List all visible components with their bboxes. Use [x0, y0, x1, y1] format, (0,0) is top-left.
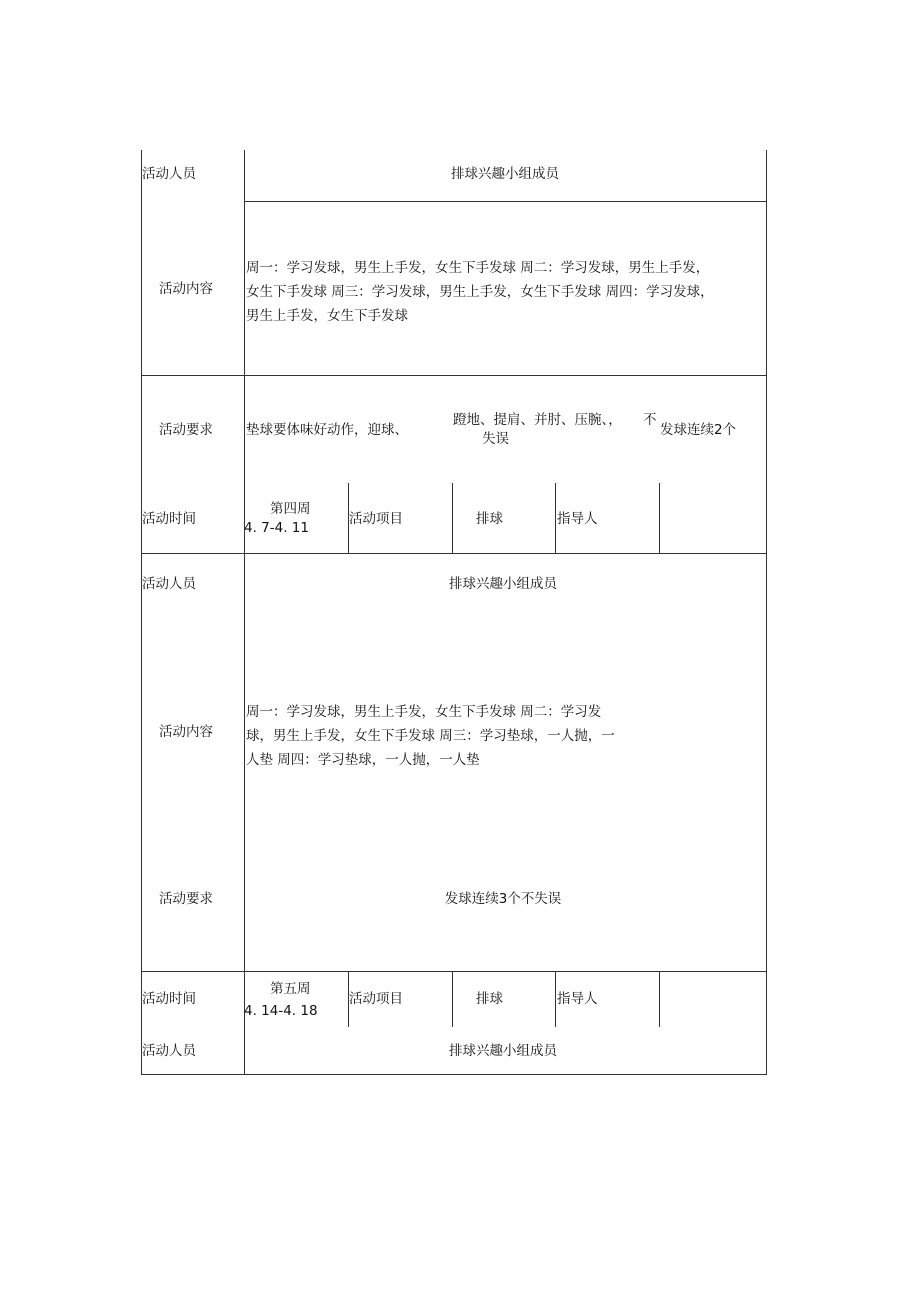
requirement-value: 发球连续3个不失误 — [444, 891, 562, 907]
content-label: 活动内容 — [159, 724, 213, 740]
project-label: 活动项目 — [349, 511, 403, 527]
content-line: 女生下手发球 周三：学习发球，男生上手发，女生下手发球 周四：学习发球， — [246, 284, 714, 300]
project-value: 排球 — [476, 511, 503, 527]
table-border — [555, 971, 556, 1027]
project-value: 排球 — [476, 991, 503, 1007]
requirement-label: 活动要求 — [159, 891, 213, 907]
content-label: 活动内容 — [159, 281, 213, 297]
content-text — [246, 256, 764, 328]
requirement-text-part: 发球连续2个 — [660, 422, 737, 438]
content-line: 男生上手发，女生下手发球 — [246, 308, 408, 324]
content-line: 球，男生上手发，女生下手发球 周三：学习垫球，一人抛，一 — [246, 728, 615, 744]
content-text — [246, 700, 656, 772]
table-border — [141, 553, 767, 554]
table-border — [659, 483, 660, 553]
requirement-text-part: 蹬地、提肩、并肘、压腕、， — [453, 412, 622, 428]
content-line: 人垫 周四：学习垫球，一人抛，一人垫 — [246, 752, 480, 768]
table-border — [244, 150, 245, 1075]
project-label: 活动项目 — [349, 991, 403, 1007]
table-border — [766, 150, 767, 1075]
content-line: 周一：学习发球，男生上手发，女生下手发球 周二：学习发球，男生上手发， — [246, 260, 710, 276]
requirement-text-part: 垫球要体味好动作，迎球、 — [246, 422, 408, 438]
requirement-text-part: 不 — [643, 412, 657, 428]
date-range: 4. 14-4. 18 — [244, 1003, 318, 1019]
members-value: 排球兴趣小组成员 — [449, 576, 557, 592]
members-value: 排球兴趣小组成员 — [451, 166, 559, 182]
table-border — [141, 1074, 767, 1075]
table-border — [141, 971, 767, 972]
members-label: 活动人员 — [142, 576, 196, 592]
table-border — [141, 375, 767, 376]
week-label: 第五周 — [270, 981, 311, 997]
requirement-label: 活动要求 — [159, 422, 213, 438]
time-label: 活动时间 — [142, 511, 196, 527]
table-border — [141, 150, 142, 1075]
guide-label: 指导人 — [557, 511, 598, 527]
guide-label: 指导人 — [557, 991, 598, 1007]
table-border — [659, 971, 660, 1027]
table-border — [555, 483, 556, 553]
week-label: 第四周 — [270, 501, 311, 517]
date-range: 4. 7-4. 11 — [244, 520, 309, 536]
members-label: 活动人员 — [142, 1043, 196, 1059]
requirement-text-part: 失误 — [482, 431, 509, 447]
members-label: 活动人员 — [142, 166, 196, 182]
members-value: 排球兴趣小组成员 — [449, 1043, 557, 1059]
content-line: 周一：学习发球，男生上手发，女生下手发球 周二：学习发 — [246, 704, 602, 720]
time-label: 活动时间 — [142, 991, 196, 1007]
table-border — [244, 201, 767, 202]
